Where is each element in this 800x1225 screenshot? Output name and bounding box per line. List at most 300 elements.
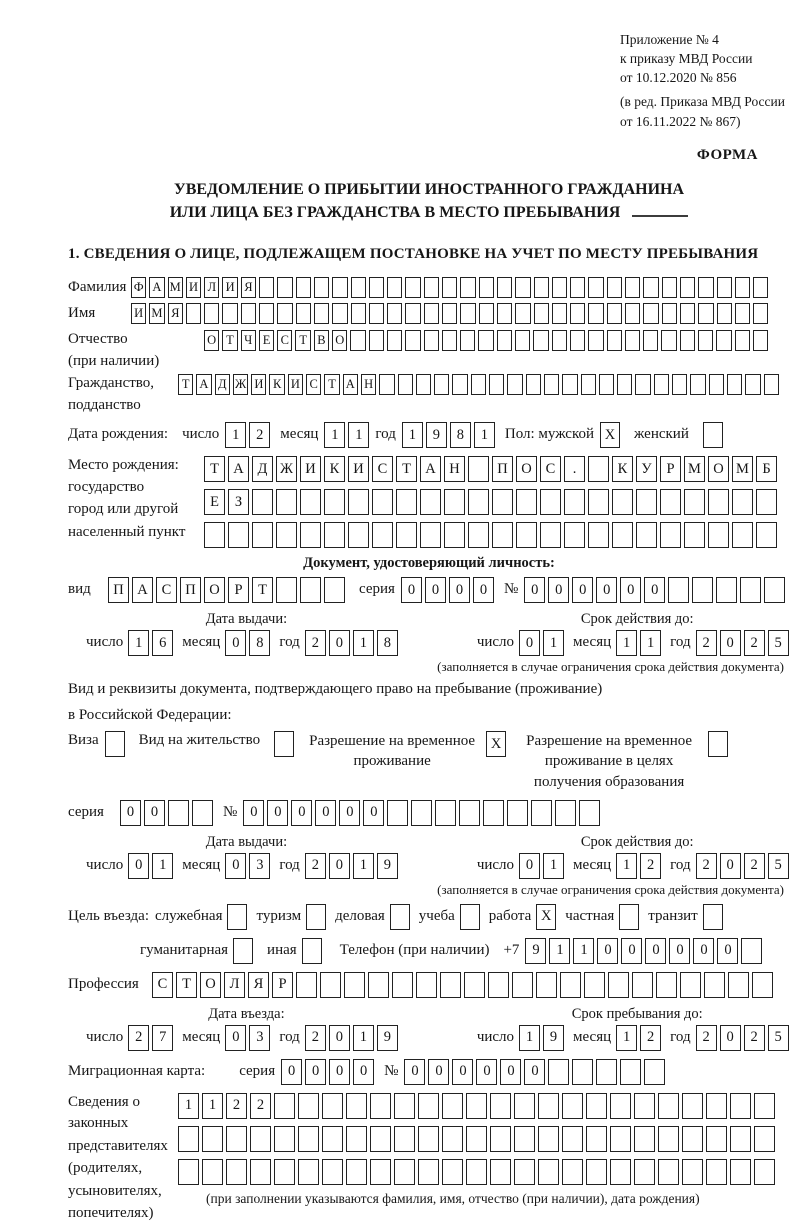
temp-permit-checkbox[interactable] [486, 731, 506, 757]
char-cell[interactable] [507, 800, 528, 826]
residence-permit-checkbox[interactable] [274, 731, 294, 757]
char-cell[interactable] [492, 522, 513, 548]
char-cell[interactable] [348, 522, 369, 548]
char-cell[interactable] [442, 1126, 463, 1152]
char-cell[interactable] [105, 731, 125, 757]
char-cell[interactable] [252, 522, 273, 548]
char-cell[interactable]: 0 [597, 938, 618, 964]
char-cell[interactable]: 1 [353, 853, 374, 879]
char-cell[interactable] [300, 577, 321, 603]
char-cell[interactable] [588, 522, 609, 548]
char-cell[interactable] [298, 1093, 319, 1119]
char-cell[interactable] [379, 374, 394, 395]
char-cell[interactable]: И [288, 374, 303, 395]
char-cell[interactable]: 0 [669, 938, 690, 964]
char-cell[interactable] [420, 522, 441, 548]
name-boxes[interactable] [131, 303, 768, 324]
char-cell[interactable] [424, 330, 439, 351]
char-cell[interactable]: 3 [249, 853, 270, 879]
char-cell[interactable]: 0 [267, 800, 288, 826]
visa-checkbox[interactable] [105, 731, 125, 757]
char-cell[interactable]: А [149, 277, 164, 298]
char-cell[interactable]: 0 [717, 938, 738, 964]
char-cell[interactable]: 0 [519, 853, 540, 879]
char-cell[interactable] [302, 938, 322, 964]
char-cell[interactable]: А [132, 577, 153, 603]
char-cell[interactable] [634, 1126, 655, 1152]
char-cell[interactable]: 0 [572, 577, 593, 603]
char-cell[interactable] [314, 303, 329, 324]
char-cell[interactable] [490, 1126, 511, 1152]
char-cell[interactable] [434, 374, 449, 395]
char-cell[interactable] [276, 489, 297, 515]
char-cell[interactable]: 0 [693, 938, 714, 964]
char-cell[interactable]: Л [224, 972, 245, 998]
char-cell[interactable]: Т [252, 577, 273, 603]
char-cell[interactable]: 0 [305, 1059, 326, 1085]
char-cell[interactable] [531, 800, 552, 826]
char-cell[interactable]: 0 [473, 577, 494, 603]
char-cell[interactable] [552, 330, 567, 351]
char-cell[interactable] [703, 422, 723, 448]
char-cell[interactable] [610, 1126, 631, 1152]
char-cell[interactable] [526, 374, 541, 395]
char-cell[interactable] [369, 277, 384, 298]
issue-year-boxes[interactable] [305, 630, 398, 656]
char-cell[interactable] [607, 303, 622, 324]
char-cell[interactable]: 5 [768, 853, 789, 879]
char-cell[interactable] [344, 972, 365, 998]
char-cell[interactable] [690, 374, 705, 395]
char-cell[interactable]: Р [228, 577, 249, 603]
char-cell[interactable] [369, 330, 384, 351]
char-cell[interactable]: 1 [225, 422, 246, 448]
char-cell[interactable]: И [222, 277, 237, 298]
char-cell[interactable] [572, 1059, 593, 1085]
char-cell[interactable]: 0 [329, 630, 350, 656]
char-cell[interactable] [468, 456, 489, 482]
char-cell[interactable]: З [228, 489, 249, 515]
char-cell[interactable]: 0 [363, 800, 384, 826]
char-cell[interactable]: 1 [549, 938, 570, 964]
char-cell[interactable] [348, 489, 369, 515]
char-cell[interactable] [662, 277, 677, 298]
char-cell[interactable] [418, 1126, 439, 1152]
char-cell[interactable]: . [564, 456, 585, 482]
char-cell[interactable]: 2 [249, 422, 270, 448]
char-cell[interactable]: 0 [128, 853, 149, 879]
char-cell[interactable] [662, 303, 677, 324]
char-cell[interactable]: 0 [720, 630, 741, 656]
char-cell[interactable] [607, 277, 622, 298]
char-cell[interactable] [466, 1126, 487, 1152]
char-cell[interactable]: 0 [524, 1059, 545, 1085]
char-cell[interactable] [202, 1126, 223, 1152]
residence-number-boxes[interactable] [243, 800, 600, 826]
char-cell[interactable] [756, 489, 777, 515]
char-cell[interactable] [440, 972, 461, 998]
purpose-business-checkbox[interactable] [227, 904, 247, 930]
char-cell[interactable] [540, 489, 561, 515]
char-cell[interactable] [753, 277, 768, 298]
char-cell[interactable]: 2 [128, 1025, 149, 1051]
char-cell[interactable]: 5 [768, 630, 789, 656]
char-cell[interactable]: П [180, 577, 201, 603]
char-cell[interactable] [703, 904, 723, 930]
char-cell[interactable] [424, 303, 439, 324]
char-cell[interactable] [735, 277, 750, 298]
char-cell[interactable]: 3 [249, 1025, 270, 1051]
char-cell[interactable]: 6 [152, 630, 173, 656]
migration-series-boxes[interactable] [281, 1059, 374, 1085]
char-cell[interactable] [392, 972, 413, 998]
char-cell[interactable] [372, 489, 393, 515]
char-cell[interactable] [483, 800, 504, 826]
char-cell[interactable]: Д [252, 456, 273, 482]
char-cell[interactable]: Е [204, 489, 225, 515]
char-cell[interactable]: 0 [291, 800, 312, 826]
char-cell[interactable]: Р [660, 456, 681, 482]
surname-boxes[interactable] [131, 277, 768, 298]
char-cell[interactable]: 0 [428, 1059, 449, 1085]
char-cell[interactable] [708, 731, 728, 757]
issue-day-boxes[interactable] [128, 630, 173, 656]
purpose-private-checkbox[interactable] [619, 904, 639, 930]
char-cell[interactable] [732, 489, 753, 515]
char-cell[interactable] [296, 303, 311, 324]
char-cell[interactable] [492, 489, 513, 515]
char-cell[interactable] [222, 303, 237, 324]
char-cell[interactable]: 0 [243, 800, 264, 826]
char-cell[interactable]: С [156, 577, 177, 603]
char-cell[interactable] [228, 522, 249, 548]
valid-day-boxes[interactable] [519, 630, 564, 656]
char-cell[interactable] [562, 374, 577, 395]
char-cell[interactable] [610, 1093, 631, 1119]
char-cell[interactable]: С [277, 330, 292, 351]
char-cell[interactable] [643, 277, 658, 298]
char-cell[interactable]: Н [444, 456, 465, 482]
char-cell[interactable]: 1 [474, 422, 495, 448]
char-cell[interactable] [740, 577, 761, 603]
valid-month-boxes[interactable] [616, 630, 661, 656]
char-cell[interactable]: М [684, 456, 705, 482]
purpose-tourism-checkbox[interactable] [306, 904, 326, 930]
birth-place-boxes-1[interactable] [204, 456, 777, 482]
char-cell[interactable] [654, 374, 669, 395]
purpose-humanitarian-checkbox[interactable] [233, 938, 253, 964]
char-cell[interactable]: 2 [305, 853, 326, 879]
char-cell[interactable]: Т [204, 456, 225, 482]
char-cell[interactable] [704, 972, 725, 998]
char-cell[interactable] [259, 277, 274, 298]
char-cell[interactable] [661, 330, 676, 351]
char-cell[interactable]: 0 [329, 1059, 350, 1085]
char-cell[interactable] [478, 330, 493, 351]
char-cell[interactable]: 0 [353, 1059, 374, 1085]
char-cell[interactable] [560, 972, 581, 998]
char-cell[interactable]: Д [215, 374, 230, 395]
char-cell[interactable]: О [204, 577, 225, 603]
char-cell[interactable] [607, 330, 622, 351]
char-cell[interactable] [460, 904, 480, 930]
char-cell[interactable] [764, 374, 779, 395]
char-cell[interactable]: 0 [329, 1025, 350, 1051]
sex-male-checkbox[interactable] [600, 422, 620, 448]
char-cell[interactable] [204, 303, 219, 324]
char-cell[interactable] [552, 277, 567, 298]
char-cell[interactable] [490, 1093, 511, 1119]
stay-month-boxes[interactable] [616, 1025, 661, 1051]
char-cell[interactable]: И [186, 277, 201, 298]
char-cell[interactable] [178, 1126, 199, 1152]
char-cell[interactable] [233, 938, 253, 964]
char-cell[interactable] [398, 374, 413, 395]
char-cell[interactable] [368, 972, 389, 998]
char-cell[interactable] [717, 303, 732, 324]
char-cell[interactable]: С [372, 456, 393, 482]
char-cell[interactable] [351, 303, 366, 324]
char-cell[interactable] [444, 489, 465, 515]
char-cell[interactable]: Я [168, 303, 183, 324]
char-cell[interactable] [643, 303, 658, 324]
char-cell[interactable]: 2 [305, 630, 326, 656]
char-cell[interactable]: 7 [152, 1025, 173, 1051]
char-cell[interactable] [596, 1059, 617, 1085]
char-cell[interactable] [497, 277, 512, 298]
doc-number-boxes[interactable] [524, 577, 785, 603]
char-cell[interactable] [250, 1126, 271, 1152]
doc-series-boxes[interactable] [401, 577, 494, 603]
char-cell[interactable] [625, 277, 640, 298]
char-cell[interactable]: К [269, 374, 284, 395]
char-cell[interactable] [346, 1093, 367, 1119]
char-cell[interactable] [479, 277, 494, 298]
char-cell[interactable] [274, 1093, 295, 1119]
entry-year-boxes[interactable] [305, 1025, 398, 1051]
char-cell[interactable] [756, 522, 777, 548]
char-cell[interactable] [656, 972, 677, 998]
char-cell[interactable]: 8 [249, 630, 270, 656]
char-cell[interactable]: К [612, 456, 633, 482]
char-cell[interactable]: 0 [720, 853, 741, 879]
char-cell[interactable] [442, 303, 457, 324]
char-cell[interactable] [754, 1126, 775, 1152]
char-cell[interactable]: 1 [402, 422, 423, 448]
char-cell[interactable]: К [324, 456, 345, 482]
char-cell[interactable] [411, 800, 432, 826]
char-cell[interactable]: 0 [620, 577, 641, 603]
char-cell[interactable] [507, 374, 522, 395]
char-cell[interactable]: Я [241, 277, 256, 298]
profession-boxes[interactable] [152, 972, 773, 998]
char-cell[interactable]: 1 [543, 853, 564, 879]
char-cell[interactable] [168, 800, 189, 826]
char-cell[interactable] [259, 303, 274, 324]
char-cell[interactable]: 1 [324, 422, 345, 448]
char-cell[interactable] [370, 1093, 391, 1119]
char-cell[interactable] [625, 330, 640, 351]
char-cell[interactable]: И [300, 456, 321, 482]
char-cell[interactable]: А [196, 374, 211, 395]
char-cell[interactable]: Б [756, 456, 777, 482]
char-cell[interactable]: С [152, 972, 173, 998]
phone-boxes[interactable] [525, 938, 762, 964]
char-cell[interactable] [706, 1093, 727, 1119]
char-cell[interactable]: О [332, 330, 347, 351]
char-cell[interactable]: 2 [696, 853, 717, 879]
char-cell[interactable] [424, 277, 439, 298]
char-cell[interactable] [753, 330, 768, 351]
char-cell[interactable]: 0 [225, 630, 246, 656]
char-cell[interactable]: 2 [640, 853, 661, 879]
char-cell[interactable] [584, 972, 605, 998]
char-cell[interactable] [324, 489, 345, 515]
purpose-transit-checkbox[interactable] [703, 904, 723, 930]
char-cell[interactable] [497, 303, 512, 324]
char-cell[interactable]: А [420, 456, 441, 482]
char-cell[interactable] [754, 1093, 775, 1119]
char-cell[interactable]: 0 [144, 800, 165, 826]
char-cell[interactable] [680, 330, 695, 351]
char-cell[interactable] [322, 1126, 343, 1152]
char-cell[interactable] [514, 1126, 535, 1152]
char-cell[interactable]: Л [204, 277, 219, 298]
char-cell[interactable] [634, 1093, 655, 1119]
char-cell[interactable] [274, 731, 294, 757]
char-cell[interactable] [444, 522, 465, 548]
char-cell[interactable] [581, 374, 596, 395]
char-cell[interactable]: Ж [276, 456, 297, 482]
char-cell[interactable] [727, 374, 742, 395]
char-cell[interactable] [390, 904, 410, 930]
char-cell[interactable] [636, 489, 657, 515]
char-cell[interactable] [459, 800, 480, 826]
char-cell[interactable] [452, 374, 467, 395]
char-cell[interactable] [552, 303, 567, 324]
char-cell[interactable] [464, 972, 485, 998]
char-cell[interactable]: О [200, 972, 221, 998]
char-cell[interactable] [536, 972, 557, 998]
char-cell[interactable] [226, 1126, 247, 1152]
char-cell[interactable]: О [516, 456, 537, 482]
char-cell[interactable] [514, 1093, 535, 1119]
char-cell[interactable] [625, 303, 640, 324]
purpose-other-checkbox[interactable] [302, 938, 322, 964]
char-cell[interactable]: Я [248, 972, 269, 998]
char-cell[interactable] [588, 489, 609, 515]
purpose-study-checkbox[interactable] [460, 904, 480, 930]
char-cell[interactable]: О [204, 330, 219, 351]
patronymic-boxes[interactable] [204, 330, 768, 351]
char-cell[interactable] [562, 1126, 583, 1152]
char-cell[interactable]: 8 [377, 630, 398, 656]
char-cell[interactable] [479, 303, 494, 324]
birth-place-boxes-3[interactable] [204, 522, 777, 548]
char-cell[interactable] [300, 489, 321, 515]
char-cell[interactable]: 2 [696, 630, 717, 656]
char-cell[interactable] [277, 277, 292, 298]
char-cell[interactable] [515, 277, 530, 298]
char-cell[interactable] [732, 522, 753, 548]
birth-month-boxes[interactable] [324, 422, 369, 448]
char-cell[interactable]: 8 [450, 422, 471, 448]
char-cell[interactable] [192, 800, 213, 826]
char-cell[interactable] [442, 277, 457, 298]
char-cell[interactable] [660, 489, 681, 515]
valid-year-boxes[interactable] [696, 630, 789, 656]
char-cell[interactable] [753, 303, 768, 324]
char-cell[interactable] [471, 374, 486, 395]
char-cell[interactable]: 1 [616, 1025, 637, 1051]
char-cell[interactable]: О [708, 456, 729, 482]
char-cell[interactable] [708, 489, 729, 515]
char-cell[interactable] [405, 330, 420, 351]
char-cell[interactable]: А [228, 456, 249, 482]
char-cell[interactable]: 1 [616, 630, 637, 656]
char-cell[interactable]: 0 [329, 853, 350, 879]
char-cell[interactable] [764, 577, 785, 603]
char-cell[interactable]: 2 [744, 1025, 765, 1051]
char-cell[interactable] [324, 577, 345, 603]
char-cell[interactable] [320, 972, 341, 998]
char-cell[interactable]: 0 [315, 800, 336, 826]
char-cell[interactable] [682, 1093, 703, 1119]
residence-issue-year-boxes[interactable] [305, 853, 398, 879]
char-cell[interactable]: X [486, 731, 506, 757]
char-cell[interactable]: М [732, 456, 753, 482]
char-cell[interactable]: Т [324, 374, 339, 395]
char-cell[interactable] [369, 303, 384, 324]
char-cell[interactable] [396, 489, 417, 515]
char-cell[interactable] [405, 303, 420, 324]
char-cell[interactable]: С [540, 456, 561, 482]
char-cell[interactable]: Е [259, 330, 274, 351]
char-cell[interactable]: Н [361, 374, 376, 395]
char-cell[interactable] [276, 522, 297, 548]
purpose-work-checkbox[interactable] [536, 904, 556, 930]
char-cell[interactable] [660, 522, 681, 548]
char-cell[interactable]: 1 [616, 853, 637, 879]
char-cell[interactable]: П [108, 577, 129, 603]
char-cell[interactable] [644, 1059, 665, 1085]
char-cell[interactable] [632, 972, 653, 998]
char-cell[interactable] [730, 1093, 751, 1119]
char-cell[interactable]: Ч [241, 330, 256, 351]
char-cell[interactable]: 0 [596, 577, 617, 603]
char-cell[interactable]: 2 [226, 1093, 247, 1119]
residence-valid-day-boxes[interactable] [519, 853, 564, 879]
char-cell[interactable] [544, 374, 559, 395]
char-cell[interactable] [405, 277, 420, 298]
char-cell[interactable] [612, 489, 633, 515]
char-cell[interactable]: 1 [573, 938, 594, 964]
char-cell[interactable]: 9 [377, 853, 398, 879]
char-cell[interactable] [709, 374, 724, 395]
edu-permit-checkbox[interactable] [708, 731, 728, 757]
char-cell[interactable] [296, 277, 311, 298]
char-cell[interactable]: 2 [744, 853, 765, 879]
char-cell[interactable] [387, 303, 402, 324]
migration-number-boxes[interactable] [404, 1059, 665, 1085]
char-cell[interactable] [588, 330, 603, 351]
char-cell[interactable] [680, 277, 695, 298]
char-cell[interactable] [420, 489, 441, 515]
char-cell[interactable]: 1 [152, 853, 173, 879]
char-cell[interactable] [680, 303, 695, 324]
char-cell[interactable]: М [149, 303, 164, 324]
char-cell[interactable]: С [306, 374, 321, 395]
